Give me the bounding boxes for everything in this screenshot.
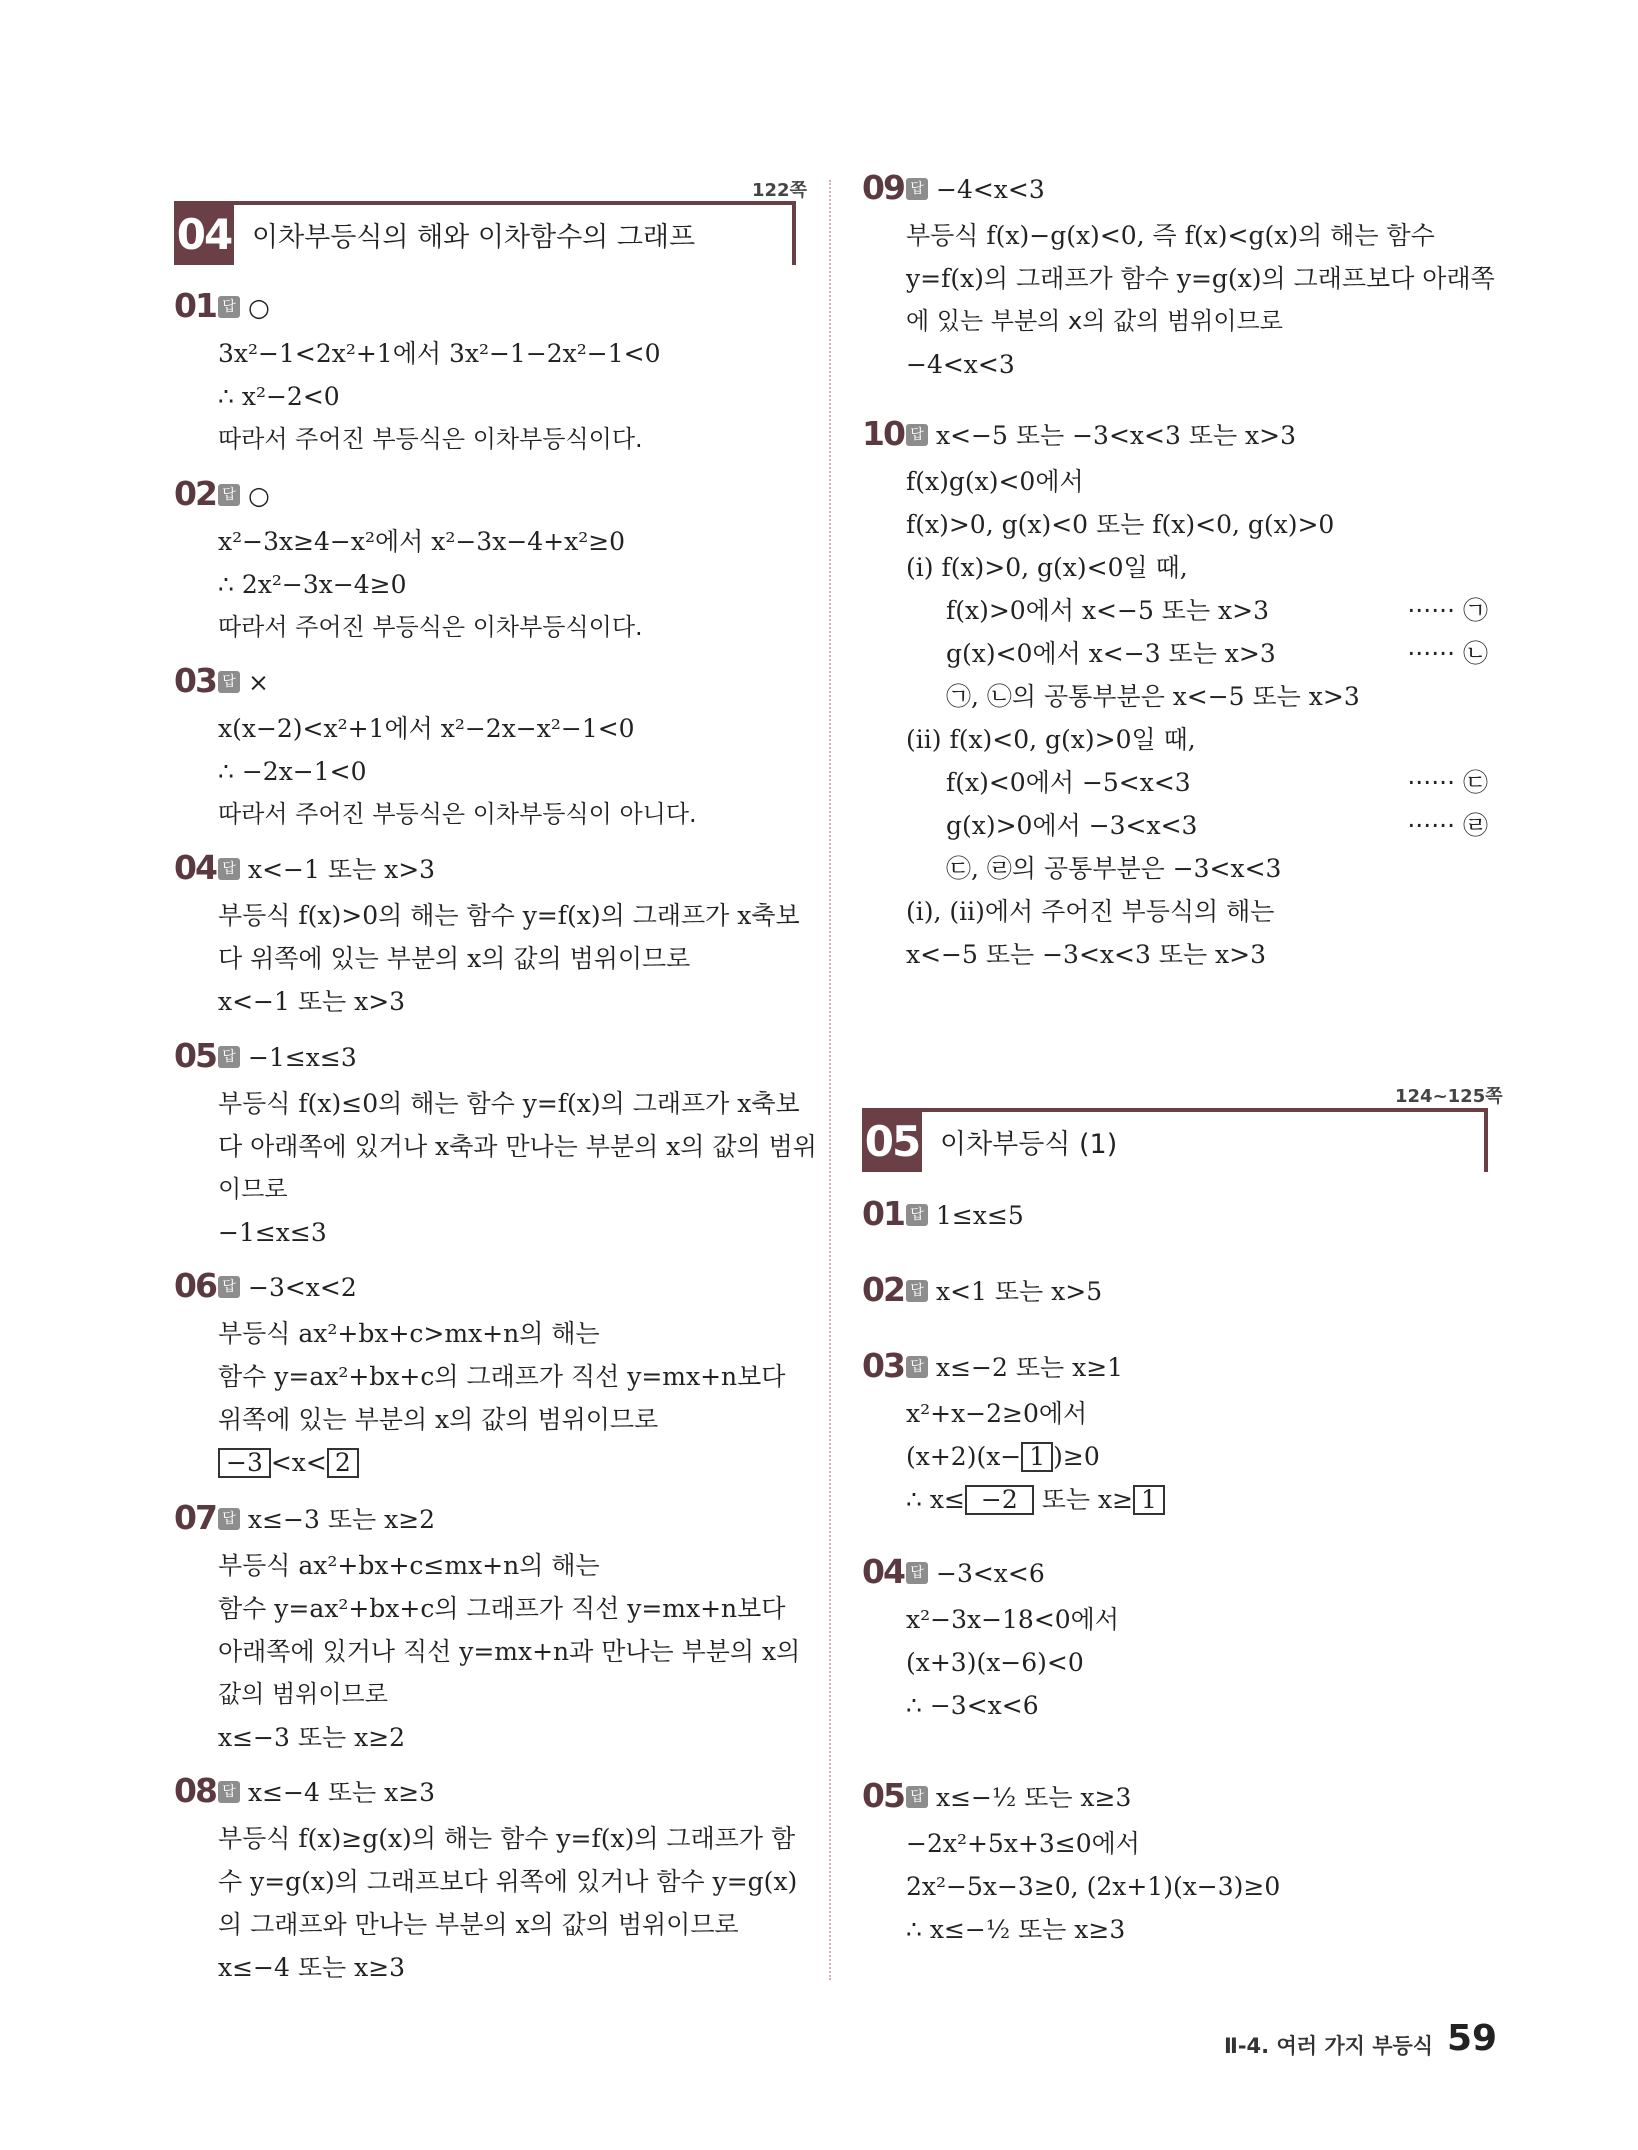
problem-number: 01: [174, 286, 216, 325]
answer-icon: 답: [906, 1204, 928, 1226]
problem-04-03: [174, 661, 697, 836]
answer-icon: 답: [218, 858, 240, 880]
case-line: [862, 761, 1488, 804]
problem-04-02: [174, 474, 643, 649]
section-05-page-ref: 124~125쪽: [1395, 1086, 1503, 1107]
solution-line: 아래쪽에 있거나 직선 y=mx+n과 만나는 부분의 x의: [218, 1637, 801, 1666]
blank-box: 2: [327, 1448, 359, 1478]
solution-line: f(x)>0, g(x)<0 또는 f(x)<0, g(x)>0: [906, 510, 1335, 539]
answer: −1≤x≤3: [248, 1043, 357, 1072]
boxed-answer-line: [174, 1441, 785, 1484]
solution-line: 따라서 주어진 부등식은 이차부등식이다.: [218, 613, 643, 641]
solution-line: x<−1 또는 x>3: [218, 987, 406, 1016]
answer-icon: 답: [906, 1280, 928, 1302]
problem-number: 09: [862, 168, 904, 207]
solution-line: x≤−3 또는 x≥2: [218, 1723, 406, 1752]
solution-line: (i) f(x)>0, g(x)<0일 때,: [906, 553, 1188, 582]
section-04-page-ref: 122쪽: [752, 180, 807, 201]
answer: ○: [248, 481, 270, 510]
case-line: [862, 589, 1488, 632]
solution-line: 따라서 주어진 부등식은 이차부등식이 아니다.: [218, 800, 697, 828]
solution-line: [862, 1435, 1165, 1478]
solution-line: x²−3x−18<0에서: [906, 1605, 1119, 1634]
section-04-title: 이차부등식의 해와 이차함수의 그래프: [252, 222, 696, 253]
case-text: f(x)<0에서 −5<x<3: [946, 768, 1191, 797]
problem-number: 04: [174, 848, 216, 887]
solution-line: (ii) f(x)<0, g(x)>0일 때,: [906, 725, 1196, 754]
problem-number: 10: [862, 414, 904, 453]
answer: ×: [248, 668, 269, 697]
solution-line: 위쪽에 있는 부분의 x의 값의 범위이므로: [218, 1405, 659, 1434]
solution-line: x²+x−2≥0에서: [906, 1399, 1088, 1428]
problem-number: 02: [862, 1270, 904, 1309]
problem-number: 06: [174, 1266, 216, 1305]
solution-line: 다 위쪽에 있는 부분의 x의 값의 범위이므로: [218, 944, 691, 973]
answer: x≤−2 또는 x≥1: [936, 1353, 1124, 1382]
answer: ○: [248, 293, 270, 322]
solution-line: x²−3x≥4−x²에서 x²−3x−4+x²≥0: [218, 527, 626, 556]
section-05-title: 이차부등식 (1): [940, 1129, 1118, 1160]
solution-line: x≤−4 또는 x≥3: [218, 1953, 406, 1982]
case-text: f(x)>0에서 x<−5 또는 x>3: [946, 596, 1270, 625]
solution-line: f(x)g(x)<0에서: [906, 467, 1084, 496]
section-05-number: 05: [862, 1112, 922, 1172]
circled-marker: ······ ㉠: [1407, 596, 1488, 625]
solution-line: −2x²+5x+3≤0에서: [906, 1829, 1140, 1858]
text-fragment: )≥0: [1053, 1442, 1100, 1471]
answer-icon: 답: [218, 1781, 240, 1803]
solution-line: 의 그래프와 만나는 부분의 x의 값의 범위이므로: [218, 1910, 739, 1939]
solution-line: 에 있는 부분의 x의 값의 범위이므로: [906, 307, 1283, 335]
solution-line: 이므로: [218, 1175, 288, 1203]
problem-04-08: [174, 1771, 798, 1989]
circled-marker: ······ ㉡: [1407, 639, 1488, 668]
circled-marker: ······ ㉣: [1407, 811, 1488, 840]
solution-line: x(x−2)<x²+1에서 x²−2x−x²−1<0: [218, 714, 635, 743]
answer: −4<x<3: [936, 175, 1045, 204]
problem-04-06: [174, 1266, 786, 1484]
solution-line: (x+3)(x−6)<0: [906, 1648, 1084, 1677]
case-text: g(x)>0에서 −3<x<3: [946, 811, 1198, 840]
solution-line: −1≤x≤3: [218, 1218, 327, 1247]
solution-line: ∴ −2x−1<0: [218, 757, 367, 786]
solution-line: 함수 y=ax²+bx+c의 그래프가 직선 y=mx+n보다: [218, 1362, 786, 1391]
problem-04-05: [174, 1036, 817, 1254]
problem-04-07: [174, 1498, 801, 1759]
answer: x≤−3 또는 x≥2: [248, 1505, 436, 1534]
answer-icon: 답: [218, 484, 240, 506]
solution-line: 부등식 f(x)>0의 해는 함수 y=f(x)의 그래프가 x축보: [218, 901, 800, 930]
solution-line: 부등식 f(x)≥g(x)의 해는 함수 y=f(x)의 그래프가 함: [218, 1824, 796, 1853]
problem-04-04: [174, 848, 800, 1023]
answer: x<−1 또는 x>3: [248, 855, 436, 884]
boxed-mid-text: <x<: [270, 1448, 327, 1477]
case-text: ㉠, ㉡의 공통부분은 x<−5 또는 x>3: [946, 682, 1360, 711]
problem-05-04: [862, 1552, 1119, 1727]
section-04-number: 04: [174, 205, 234, 265]
problem-number: 07: [174, 1498, 216, 1537]
section-04-header: [174, 201, 796, 265]
answer-icon: 답: [906, 178, 928, 200]
problem-05-05: [862, 1776, 1281, 1951]
text-fragment: ∴ x≤: [906, 1485, 965, 1514]
solution-line: ∴ −3<x<6: [906, 1691, 1039, 1720]
case-line: [862, 804, 1488, 847]
solution-line: (i), (ii)에서 주어진 부등식의 해는: [906, 897, 1275, 926]
problem-04-10: [862, 414, 1488, 976]
problem-05-03: [862, 1346, 1165, 1521]
answer-icon: 답: [218, 296, 240, 318]
problem-number: 02: [174, 474, 216, 513]
solution-line: 3x²−1<2x²+1에서 3x²−1−2x²−1<0: [218, 339, 661, 368]
answer: x≤−½ 또는 x≥3: [936, 1783, 1132, 1812]
blank-box: 1: [1021, 1442, 1053, 1472]
answer-icon: 답: [906, 1562, 928, 1584]
solution-line: ∴ 2x²−3x−4≥0: [218, 570, 407, 599]
problem-number: 01: [862, 1194, 904, 1233]
circled-marker: ······ ㉢: [1407, 768, 1488, 797]
text-fragment: 또는 x≥: [1041, 1485, 1134, 1514]
text-fragment: (x+2)(x−: [906, 1442, 1022, 1471]
case-text: ㉢, ㉣의 공통부분은 −3<x<3: [946, 854, 1282, 883]
problem-04-01: [174, 286, 661, 461]
answer: x<1 또는 x>5: [936, 1277, 1103, 1306]
answer-icon: 답: [218, 671, 240, 693]
answer-icon: 답: [218, 1046, 240, 1068]
solution-line: 수 y=g(x)의 그래프보다 위쪽에 있거나 함수 y=g(x): [218, 1867, 798, 1896]
solution-line: 값의 범위이므로: [218, 1680, 388, 1708]
answer: −3<x<6: [936, 1559, 1045, 1588]
answer-icon: 답: [906, 424, 928, 446]
section-05-header: [862, 1108, 1488, 1172]
answer-icon: 답: [906, 1786, 928, 1808]
solution-line: 부등식 f(x)≤0의 해는 함수 y=f(x)의 그래프가 x축보: [218, 1089, 800, 1118]
solution-line: ∴ x≤−½ 또는 x≥3: [906, 1915, 1126, 1944]
solution-line: 부등식 ax²+bx+c>mx+n의 해는: [218, 1319, 600, 1348]
problem-number: 03: [862, 1346, 904, 1385]
page-number: 59: [1447, 2018, 1498, 2059]
answer: x≤−4 또는 x≥3: [248, 1778, 436, 1807]
answer-icon: 답: [906, 1356, 928, 1378]
solution-line: 부등식 ax²+bx+c≤mx+n의 해는: [218, 1551, 600, 1580]
solution-line: x<−5 또는 −3<x<3 또는 x>3: [906, 940, 1266, 969]
solution-line: 함수 y=ax²+bx+c의 그래프가 직선 y=mx+n보다: [218, 1594, 786, 1623]
case-line: [862, 675, 1488, 718]
case-line: [862, 632, 1488, 675]
answer: 1≤x≤5: [936, 1201, 1024, 1230]
case-text: g(x)<0에서 x<−3 또는 x>3: [946, 639, 1276, 668]
solution-line: 2x²−5x−3≥0, (2x+1)(x−3)≥0: [906, 1872, 1281, 1901]
answer-icon: 답: [218, 1508, 240, 1530]
problem-04-09: [862, 168, 1495, 386]
blank-box: −3: [218, 1448, 271, 1478]
solution-line: −4<x<3: [906, 350, 1015, 379]
case-line: [862, 847, 1488, 890]
blank-box: −2: [965, 1485, 1034, 1515]
problem-number: 04: [862, 1552, 904, 1591]
problem-number: 08: [174, 1771, 216, 1810]
solution-line: y=f(x)의 그래프가 함수 y=g(x)의 그래프보다 아래쪽: [906, 264, 1495, 293]
column-divider: [829, 180, 831, 1980]
solution-line: ∴ x²−2<0: [218, 382, 340, 411]
footer-chapter: Ⅱ-4. 여러 가지 부등식: [1224, 2034, 1434, 2058]
answer: x<−5 또는 −3<x<3 또는 x>3: [936, 421, 1296, 450]
solution-line: 부등식 f(x)−g(x)<0, 즉 f(x)<g(x)의 해는 함수: [906, 221, 1435, 250]
solution-line: 다 아래쪽에 있거나 x축과 만나는 부분의 x의 값의 범위: [218, 1132, 817, 1161]
problem-number: 05: [862, 1776, 904, 1815]
answer: −3<x<2: [248, 1273, 357, 1302]
blank-box: 1: [1133, 1485, 1165, 1515]
problem-number: 03: [174, 661, 216, 700]
answer-icon: 답: [218, 1276, 240, 1298]
solution-line: [862, 1478, 1165, 1521]
solution-line: 따라서 주어진 부등식은 이차부등식이다.: [218, 425, 643, 453]
problem-number: 05: [174, 1036, 216, 1075]
